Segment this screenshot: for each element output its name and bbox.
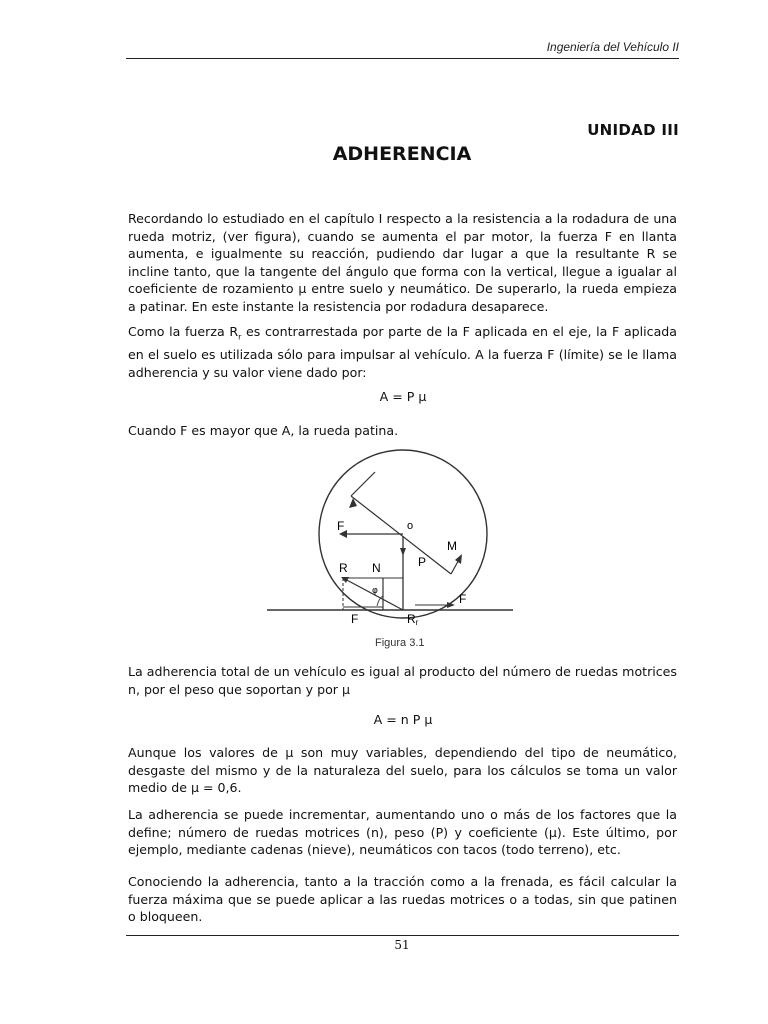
torque-line-upper <box>351 496 451 574</box>
paragraph-6 <box>128 806 677 859</box>
figure-caption: Figura 3.1 <box>375 637 425 649</box>
page-number: 51 <box>394 938 410 952</box>
paragraph-4-text: La adherencia total de un vehículo es igual al producto del número de ruedas motrices n, por el peso que soportan y por μ <box>128 664 677 697</box>
label-F-right: F <box>459 592 467 606</box>
label-P: P <box>418 555 427 569</box>
header-rule <box>126 58 679 59</box>
footer-rule <box>126 935 679 936</box>
paragraph-5 <box>128 744 677 797</box>
paragraph-7-text: Conociendo la adherencia, tanto a la tracción como a la frenada, es fácil calcular la fuerza máxima que se puede aplicar a las ruedas motrices o a todas, sin que patinen o bloqueen. <box>128 874 677 924</box>
paragraph-2 <box>128 323 677 381</box>
paragraph-7 <box>128 873 677 926</box>
label-R: R <box>339 561 348 575</box>
formula-total-adherence: A = n P μ <box>373 712 433 727</box>
paragraph-2-text <box>128 323 677 381</box>
paragraph-1 <box>128 210 677 315</box>
label-M: M <box>447 539 457 553</box>
paragraph-3 <box>128 422 677 440</box>
label-Rr <box>407 612 419 627</box>
label-Rr-sub: r <box>415 618 419 627</box>
label-Rr-main: R <box>407 612 416 626</box>
label-phi: φ <box>372 586 378 596</box>
paragraph-2-subscript: r <box>238 332 242 342</box>
paragraph-5-text: Aunque los valores de μ son muy variables, dependiendo del tipo de neumático, desgaste del mismo y de la naturaleza del suelo, para los cálculos se toma un valor medio de μ = 0,6. <box>128 745 677 795</box>
torque-arrowhead-right <box>455 554 462 564</box>
running-header: Ingeniería del Vehículo II <box>546 40 679 54</box>
label-N: N <box>372 561 381 575</box>
formula-adherence: A = P μ <box>379 389 427 404</box>
unit-heading: UNIDAD III <box>587 121 679 139</box>
label-F-top: F <box>337 519 345 533</box>
paragraph-3-text: Cuando F es mayor que A, la rueda patina. <box>128 423 399 438</box>
torque-line-left <box>351 472 375 496</box>
paragraph-6-text: La adherencia se puede incrementar, aumentando uno o más de los factores que la define; número de ruedas motrices (n), peso (P) y coeficiente (μ). Este último, por ejemplo, mediante cadenas (nieve), neumáticos con tacos (todo terreno), etc. <box>128 807 677 857</box>
paragraph-1-text: Recordando lo estudiado en el capítulo I respecto a la resistencia a la rodadura de una rueda motriz, (ver figura), cuando se aumenta el par motor, la fuerza F en llanta aumenta, e igualmente su reacción, pudiendo dar lugar a que la resultante R se incline tanto, que la tangente del ángulo que forma con la vertical, llegue a igualar al coeficiente de rozamiento μ entre suelo y neumático. De superarlo, la rueda empieza a patinar. En este instante la resistencia por rodadura desaparece. <box>128 211 677 314</box>
label-F-bottom: F <box>351 612 359 626</box>
paragraph-4 <box>128 663 677 698</box>
label-o: o <box>407 520 414 532</box>
weight-arrowhead <box>400 548 406 556</box>
wheel-force-diagram <box>265 448 515 653</box>
chapter-title: ADHERENCIA <box>332 143 472 165</box>
paragraph-2-rest: es contrarrestada por parte de la F aplicada en el eje, la F aplicada en el suelo es utilizada sólo para impulsar al vehículo. A la fuerza F (límite) se le llama adherencia y su valor viene dado por: <box>128 324 678 380</box>
paragraph-2-start: Como la fuerza R <box>128 324 239 339</box>
